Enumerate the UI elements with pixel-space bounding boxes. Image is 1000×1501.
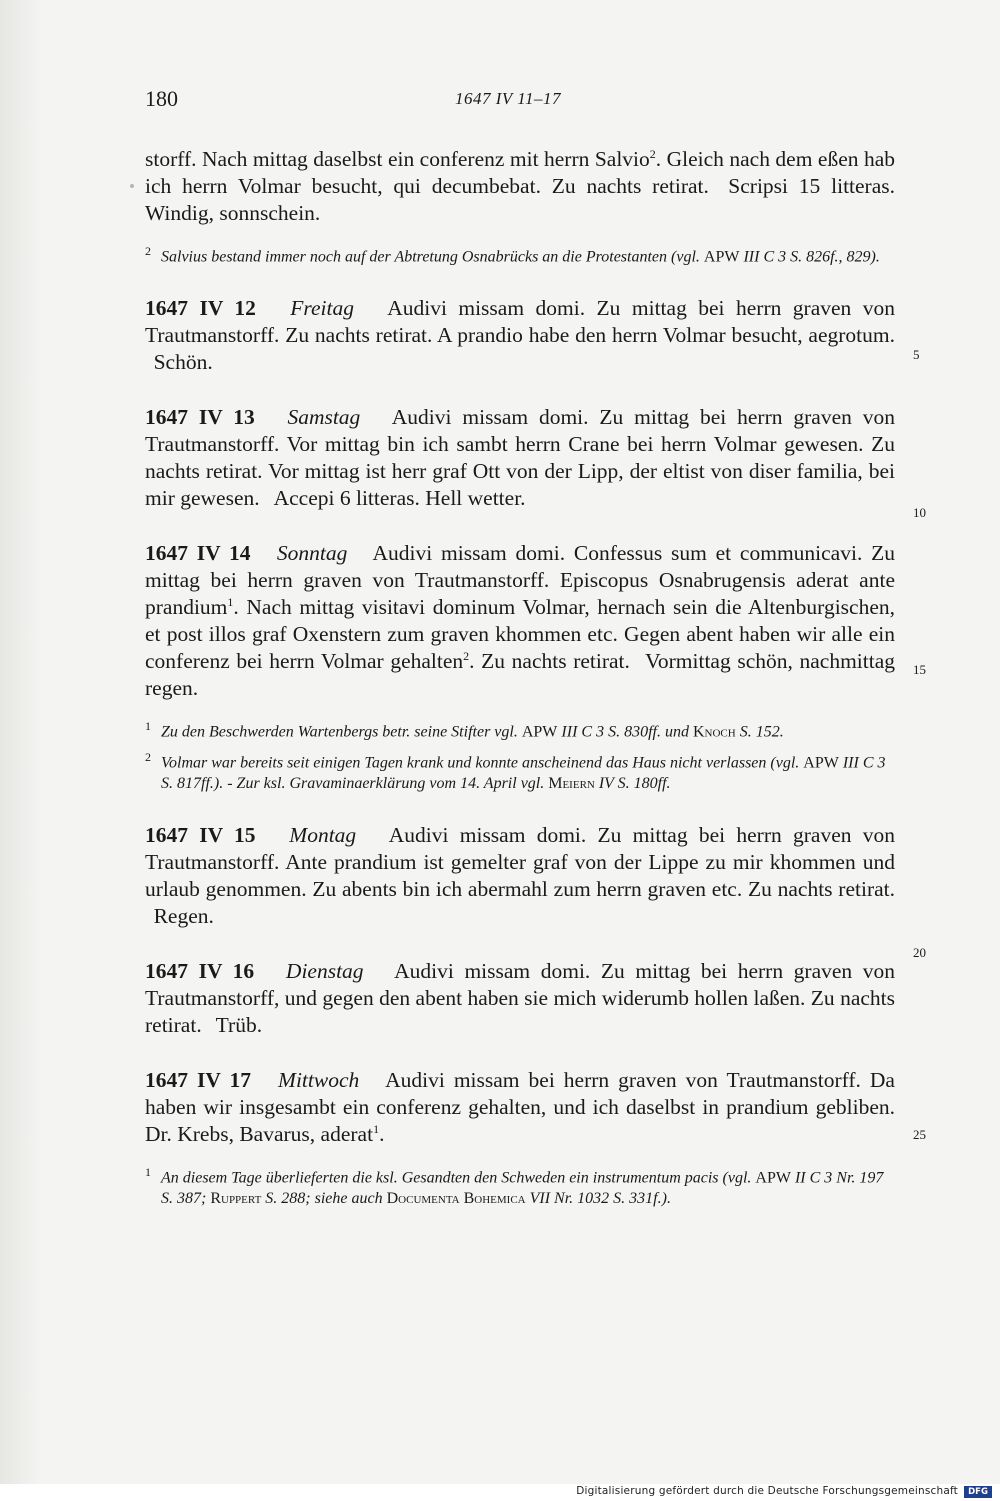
diary-entry-1647-iv-13: 1647 IV 13 Samstag Audivi missam domi. Zu mittag bei herrn graven von Trautmanstorff. Vor mittag bin ich sambt herrn Crane bei herrn Volmar gewesen. Zu nachts retirat. Vor mittag ist herr graf Ott von der Lipp, der eltist von diser familia, bei mir gewesen. Accepi 6 litteras. Hell wetter. [145,405,896,511]
page-gutter-shadow [0,0,42,1501]
line-number: 25 [913,1127,926,1142]
footnote-ref: 2 [463,649,470,664]
dfg-logo: DFG [964,1486,992,1498]
footnotes-block-2 [145,716,895,794]
running-head: 1647 IV 11–17 [455,89,561,108]
entry-date: 1647 IV 14 [145,541,251,566]
footnote-ref: 1 [227,595,234,610]
line-number: 20 [913,945,926,960]
line-number: 10 [913,505,926,520]
footnote-ref: 1 [373,1121,380,1136]
scan-speck [130,184,134,188]
entry-weekday: Mittwoch [278,1067,360,1092]
entry-date: 1647 IV 17 [145,1067,252,1092]
entry-weekday: Freitag [290,296,354,321]
diary-entry-1647-iv-12: 1647 IV 12 Freitag Audivi missam domi. Zu mittag bei herrn graven von Trautmanstorff. Zu nachts retirat. A prandio habe den herrn Volmar besucht, aegrotum. Schön. [145,296,896,375]
footnote-ref: 2 [649,146,656,161]
footnote: 1 An diesem Tage überlieferten die ksl. Gesandten den Schweden ein instrumentum pacis (vgl. APW II C 3 Nr. 197 S. 387; Ruppert S. 288; siehe auch Documenta Bohemica VII Nr. 1032 S. 331f.). [145,1164,884,1208]
footnote: 1 Zu den Beschwerden Wartenbergs betr. seine Stifter vgl. APW III C 3 S. 830ff. und Knoch S. 152. [145,719,784,741]
entry-date: 1647 IV 15 [145,822,256,847]
page-number: 180 [145,86,178,111]
footnotes-block-1 [145,241,895,267]
entry-date: 1647 IV 16 [145,958,255,983]
page-header [145,86,895,116]
funding-notice: Digitalisierung gefördert durch die Deutsche Forschungsgemeinschaft [576,1485,958,1497]
entry-weekday: Sonntag [276,541,348,566]
entry-weekday: Samstag [287,405,361,430]
footnote: 2 Salvius bestand immer noch auf der Abtretung Osnabrücks an die Protestanten (vgl. APW III C 3 S. 826f., 829). [145,244,880,266]
entry-weekday: Montag [289,822,357,847]
entry-date: 1647 IV 13 [145,405,255,430]
entry-weekday: Dienstag [285,958,364,983]
entry-date: 1647 IV 12 [145,296,256,321]
diary-entry-1647-iv-15: 1647 IV 15 Montag Audivi missam domi. Zu mittag bei herrn graven von Trautmanstorff. Ante prandium ist gemelter graf von der Lippe zu mir khommen und urlaub genommen. Zu abents bin ich abermahl zum herrn graven etc. Zu nachts retirat. Regen. [145,822,895,928]
diary-entry-1647-iv-14: 1647 IV 14 Sonntag Audivi missam domi. Confessus sum et communicavi. Zu mittag bei herrn graven von Trautmanstorff. Episcopus Osnabrugensis aderat ante prandium$^1$. Nach mittag visitavi dominum Volmar, hernach sein die Altenburgischen, et post illos graf Oxenstern zum graven khommen etc. Gegen abent haben wir alle ein conferenz bei herrn Volmar gehalten$^2$. Zu nachts retirat. Vormittag schön, nachmittag regen. [145,541,896,701]
main-text [145,146,895,1213]
diary-entry-1647-iv-16: 1647 IV 16 Dienstag Audivi missam domi. Zu mittag bei herrn graven von Trautmanstorff, und gegen den abent haben sie mich widerumb hollen laßen. Zu nachts retirat. Trüb. [145,958,895,1037]
footnotes-block-3 [145,1162,895,1209]
opening-paragraph: storff. Nach mittag daselbst ein conferenz mit herrn Salvio$^2$. Gleich nach dem eßen hab ich herrn Volmar besucht, qui decumbebat. Zu nachts retirat. Scripsi 15 litteras. Windig, sonnschein. [145,146,895,225]
diary-entry-1647-iv-17: 1647 IV 17 Mittwoch Audivi missam bei herrn graven von Trautmanstorff. Da haben wir insgesambt ein conferenz gehalten, und ich daselbst in prandium gebliben. Dr. Krebs, Bavarus, aderat$^1$. [145,1067,895,1146]
line-number: 5 [913,347,920,362]
line-number: 15 [913,662,926,677]
footnote: 2 Volmar war bereits seit einigen Tagen krank und konnte anscheinend das Haus nicht verlassen (vgl. APW III C 3 S. 817ff.). - Zur ksl. Gravaminaerklärung vom 14. April vgl. Meiern IV S. 180ff. [145,749,886,792]
